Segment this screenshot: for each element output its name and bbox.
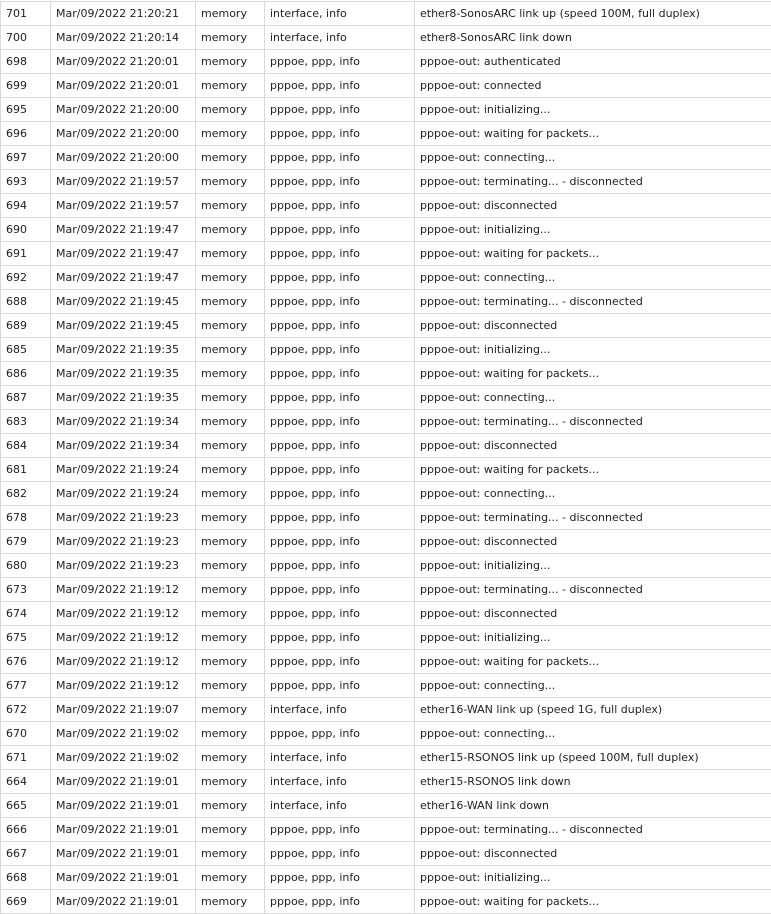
log-entry-time: Mar/09/2022 21:19:12 xyxy=(51,626,196,650)
log-entry-time: Mar/09/2022 21:19:35 xyxy=(51,338,196,362)
log-entry-message: pppoe-out: waiting for packets... xyxy=(415,242,771,266)
table-row[interactable] xyxy=(1,506,771,530)
log-entry-message: ether15-RSONOS link up (speed 100M, full duplex) xyxy=(415,746,771,770)
log-entry-buffer: memory xyxy=(196,74,265,98)
log-entry-message: pppoe-out: connected xyxy=(415,74,771,98)
log-entry-id: 697 xyxy=(1,146,51,170)
table-row[interactable] xyxy=(1,818,771,842)
table-row[interactable] xyxy=(1,458,771,482)
log-entry-time: Mar/09/2022 21:19:01 xyxy=(51,770,196,794)
log-table-body xyxy=(1,2,771,914)
log-entry-topics: pppoe, ppp, info xyxy=(265,74,415,98)
table-row[interactable] xyxy=(1,242,771,266)
log-entry-time: Mar/09/2022 21:19:02 xyxy=(51,722,196,746)
log-entry-topics: pppoe, ppp, info xyxy=(265,818,415,842)
log-entry-message: pppoe-out: connecting... xyxy=(415,674,771,698)
log-entry-topics: pppoe, ppp, info xyxy=(265,554,415,578)
log-entry-id: 694 xyxy=(1,194,51,218)
log-entry-message: ether16-WAN link up (speed 1G, full duplex) xyxy=(415,698,771,722)
log-entry-buffer: memory xyxy=(196,674,265,698)
log-entry-buffer: memory xyxy=(196,842,265,866)
table-row[interactable] xyxy=(1,578,771,602)
log-entry-buffer: memory xyxy=(196,2,265,26)
log-entry-time: Mar/09/2022 21:19:47 xyxy=(51,218,196,242)
log-entry-time: Mar/09/2022 21:19:47 xyxy=(51,266,196,290)
log-entry-message: pppoe-out: initializing... xyxy=(415,98,771,122)
log-entry-topics: pppoe, ppp, info xyxy=(265,506,415,530)
table-row[interactable] xyxy=(1,698,771,722)
table-row[interactable] xyxy=(1,530,771,554)
log-entry-id: 699 xyxy=(1,74,51,98)
log-entry-topics: pppoe, ppp, info xyxy=(265,194,415,218)
log-entry-message: pppoe-out: terminating... - disconnected xyxy=(415,506,771,530)
log-entry-topics: pppoe, ppp, info xyxy=(265,602,415,626)
log-entry-message: pppoe-out: initializing... xyxy=(415,218,771,242)
log-entry-buffer: memory xyxy=(196,722,265,746)
log-entry-time: Mar/09/2022 21:19:35 xyxy=(51,362,196,386)
log-entry-message: pppoe-out: waiting for packets... xyxy=(415,362,771,386)
log-entry-id: 678 xyxy=(1,506,51,530)
log-entry-time: Mar/09/2022 21:20:00 xyxy=(51,146,196,170)
log-entry-message: pppoe-out: connecting... xyxy=(415,266,771,290)
log-entry-id: 670 xyxy=(1,722,51,746)
log-entry-id: 692 xyxy=(1,266,51,290)
log-entry-buffer: memory xyxy=(196,386,265,410)
table-row[interactable] xyxy=(1,50,771,74)
log-entry-time: Mar/09/2022 21:19:12 xyxy=(51,578,196,602)
log-entry-time: Mar/09/2022 21:20:01 xyxy=(51,50,196,74)
log-entry-message: pppoe-out: disconnected xyxy=(415,530,771,554)
log-entry-topics: pppoe, ppp, info xyxy=(265,482,415,506)
log-entry-message: pppoe-out: terminating... - disconnected xyxy=(415,818,771,842)
log-entry-time: Mar/09/2022 21:19:24 xyxy=(51,458,196,482)
log-entry-topics: pppoe, ppp, info xyxy=(265,386,415,410)
table-row[interactable] xyxy=(1,26,771,50)
table-row[interactable] xyxy=(1,194,771,218)
table-row[interactable] xyxy=(1,434,771,458)
log-entry-topics: pppoe, ppp, info xyxy=(265,866,415,890)
log-entry-time: Mar/09/2022 21:20:00 xyxy=(51,98,196,122)
log-entry-time: Mar/09/2022 21:19:12 xyxy=(51,650,196,674)
log-entry-id: 696 xyxy=(1,122,51,146)
log-entry-topics: pppoe, ppp, info xyxy=(265,338,415,362)
log-entry-buffer: memory xyxy=(196,578,265,602)
log-entry-id: 686 xyxy=(1,362,51,386)
log-table xyxy=(0,1,771,914)
table-row[interactable] xyxy=(1,290,771,314)
log-entry-topics: pppoe, ppp, info xyxy=(265,434,415,458)
log-entry-id: 665 xyxy=(1,794,51,818)
log-entry-buffer: memory xyxy=(196,98,265,122)
log-entry-topics: pppoe, ppp, info xyxy=(265,530,415,554)
table-row[interactable] xyxy=(1,122,771,146)
log-entry-message: pppoe-out: initializing... xyxy=(415,866,771,890)
log-entry-topics: interface, info xyxy=(265,746,415,770)
log-entry-topics: pppoe, ppp, info xyxy=(265,50,415,74)
log-entry-topics: pppoe, ppp, info xyxy=(265,410,415,434)
log-entry-buffer: memory xyxy=(196,434,265,458)
table-row[interactable] xyxy=(1,482,771,506)
log-entry-id: 690 xyxy=(1,218,51,242)
table-row[interactable] xyxy=(1,338,771,362)
log-entry-topics: pppoe, ppp, info xyxy=(265,218,415,242)
log-entry-buffer: memory xyxy=(196,890,265,914)
log-entry-id: 673 xyxy=(1,578,51,602)
log-entry-buffer: memory xyxy=(196,146,265,170)
log-entry-id: 695 xyxy=(1,98,51,122)
log-entry-topics: pppoe, ppp, info xyxy=(265,674,415,698)
log-entry-time: Mar/09/2022 21:19:57 xyxy=(51,170,196,194)
log-entry-message: pppoe-out: waiting for packets... xyxy=(415,122,771,146)
log-entry-topics: pppoe, ppp, info xyxy=(265,314,415,338)
table-row[interactable] xyxy=(1,794,771,818)
log-entry-id: 687 xyxy=(1,386,51,410)
log-entry-id: 681 xyxy=(1,458,51,482)
table-row[interactable] xyxy=(1,386,771,410)
table-row[interactable] xyxy=(1,866,771,890)
table-row[interactable] xyxy=(1,722,771,746)
log-entry-id: 680 xyxy=(1,554,51,578)
log-entry-message: pppoe-out: initializing... xyxy=(415,626,771,650)
log-entry-buffer: memory xyxy=(196,122,265,146)
log-entry-topics: interface, info xyxy=(265,794,415,818)
table-row[interactable] xyxy=(1,554,771,578)
log-entry-time: Mar/09/2022 21:19:07 xyxy=(51,698,196,722)
log-entry-topics: pppoe, ppp, info xyxy=(265,362,415,386)
log-entry-buffer: memory xyxy=(196,26,265,50)
table-row[interactable] xyxy=(1,770,771,794)
log-entry-id: 693 xyxy=(1,170,51,194)
log-entry-buffer: memory xyxy=(196,170,265,194)
log-entry-topics: interface, info xyxy=(265,2,415,26)
log-entry-time: Mar/09/2022 21:20:14 xyxy=(51,26,196,50)
table-row[interactable] xyxy=(1,842,771,866)
log-entry-time: Mar/09/2022 21:20:21 xyxy=(51,2,196,26)
log-entry-message: pppoe-out: disconnected xyxy=(415,194,771,218)
log-entry-message: pppoe-out: connecting... xyxy=(415,146,771,170)
log-entry-time: Mar/09/2022 21:19:23 xyxy=(51,530,196,554)
log-entry-message: pppoe-out: disconnected xyxy=(415,602,771,626)
log-entry-message: pppoe-out: initializing... xyxy=(415,554,771,578)
log-entry-time: Mar/09/2022 21:19:23 xyxy=(51,506,196,530)
log-entry-buffer: memory xyxy=(196,290,265,314)
log-entry-buffer: memory xyxy=(196,602,265,626)
log-entry-id: 682 xyxy=(1,482,51,506)
table-row[interactable] xyxy=(1,170,771,194)
log-entry-buffer: memory xyxy=(196,746,265,770)
log-entry-id: 685 xyxy=(1,338,51,362)
log-entry-message: pppoe-out: terminating... - disconnected xyxy=(415,290,771,314)
log-entry-message: pppoe-out: terminating... - disconnected xyxy=(415,170,771,194)
log-entry-id: 676 xyxy=(1,650,51,674)
log-entry-message: pppoe-out: terminating... - disconnected xyxy=(415,578,771,602)
log-entry-id: 671 xyxy=(1,746,51,770)
log-entry-id: 677 xyxy=(1,674,51,698)
table-row[interactable] xyxy=(1,410,771,434)
log-entry-id: 667 xyxy=(1,842,51,866)
log-entry-message: pppoe-out: waiting for packets... xyxy=(415,890,771,914)
log-entry-topics: pppoe, ppp, info xyxy=(265,842,415,866)
log-entry-message: pppoe-out: authenticated xyxy=(415,50,771,74)
table-row[interactable] xyxy=(1,362,771,386)
log-entry-id: 689 xyxy=(1,314,51,338)
log-entry-buffer: memory xyxy=(196,698,265,722)
log-entry-buffer: memory xyxy=(196,50,265,74)
table-row[interactable] xyxy=(1,218,771,242)
table-row[interactable] xyxy=(1,2,771,26)
log-entry-message: pppoe-out: terminating... - disconnected xyxy=(415,410,771,434)
log-entry-id: 684 xyxy=(1,434,51,458)
log-entry-buffer: memory xyxy=(196,338,265,362)
table-row[interactable] xyxy=(1,98,771,122)
log-entry-time: Mar/09/2022 21:19:12 xyxy=(51,602,196,626)
log-entry-time: Mar/09/2022 21:19:45 xyxy=(51,290,196,314)
log-entry-message: pppoe-out: connecting... xyxy=(415,386,771,410)
log-entry-buffer: memory xyxy=(196,362,265,386)
log-entry-buffer: memory xyxy=(196,314,265,338)
log-entry-id: 691 xyxy=(1,242,51,266)
log-entry-time: Mar/09/2022 21:19:12 xyxy=(51,674,196,698)
table-row[interactable] xyxy=(1,626,771,650)
log-entry-buffer: memory xyxy=(196,482,265,506)
table-row[interactable] xyxy=(1,674,771,698)
log-entry-message: pppoe-out: disconnected xyxy=(415,842,771,866)
table-row[interactable] xyxy=(1,266,771,290)
log-entry-time: Mar/09/2022 21:19:35 xyxy=(51,386,196,410)
log-entry-topics: interface, info xyxy=(265,698,415,722)
table-row[interactable] xyxy=(1,890,771,914)
log-entry-buffer: memory xyxy=(196,410,265,434)
log-entry-topics: pppoe, ppp, info xyxy=(265,650,415,674)
log-entry-topics: interface, info xyxy=(265,26,415,50)
log-entry-id: 669 xyxy=(1,890,51,914)
log-entry-buffer: memory xyxy=(196,458,265,482)
log-entry-time: Mar/09/2022 21:20:01 xyxy=(51,74,196,98)
log-entry-time: Mar/09/2022 21:19:23 xyxy=(51,554,196,578)
log-entry-id: 679 xyxy=(1,530,51,554)
log-entry-message: pppoe-out: initializing... xyxy=(415,338,771,362)
table-row[interactable] xyxy=(1,314,771,338)
log-entry-message: ether16-WAN link down xyxy=(415,794,771,818)
log-entry-id: 666 xyxy=(1,818,51,842)
log-entry-message: ether15-RSONOS link down xyxy=(415,770,771,794)
log-entry-time: Mar/09/2022 21:19:57 xyxy=(51,194,196,218)
log-entry-time: Mar/09/2022 21:19:34 xyxy=(51,434,196,458)
log-entry-topics: pppoe, ppp, info xyxy=(265,626,415,650)
log-entry-buffer: memory xyxy=(196,266,265,290)
log-entry-message: pppoe-out: connecting... xyxy=(415,482,771,506)
table-row[interactable] xyxy=(1,746,771,770)
log-entry-buffer: memory xyxy=(196,194,265,218)
log-entry-message: pppoe-out: disconnected xyxy=(415,434,771,458)
log-entry-time: Mar/09/2022 21:19:34 xyxy=(51,410,196,434)
table-row[interactable] xyxy=(1,146,771,170)
log-entry-topics: pppoe, ppp, info xyxy=(265,122,415,146)
log-entry-buffer: memory xyxy=(196,650,265,674)
log-entry-topics: pppoe, ppp, info xyxy=(265,266,415,290)
log-entry-time: Mar/09/2022 21:19:01 xyxy=(51,890,196,914)
log-entry-id: 700 xyxy=(1,26,51,50)
log-entry-message: ether8-SonosARC link up (speed 100M, full duplex) xyxy=(415,2,771,26)
log-entry-topics: pppoe, ppp, info xyxy=(265,458,415,482)
log-entry-buffer: memory xyxy=(196,626,265,650)
log-entry-topics: pppoe, ppp, info xyxy=(265,722,415,746)
log-entry-time: Mar/09/2022 21:19:01 xyxy=(51,794,196,818)
log-entry-message: ether8-SonosARC link down xyxy=(415,26,771,50)
log-entry-id: 675 xyxy=(1,626,51,650)
log-entry-topics: pppoe, ppp, info xyxy=(265,578,415,602)
log-entry-buffer: memory xyxy=(196,554,265,578)
table-row[interactable] xyxy=(1,650,771,674)
log-entry-message: pppoe-out: disconnected xyxy=(415,314,771,338)
log-entry-buffer: memory xyxy=(196,818,265,842)
log-entry-id: 672 xyxy=(1,698,51,722)
log-entry-topics: pppoe, ppp, info xyxy=(265,98,415,122)
log-entry-buffer: memory xyxy=(196,866,265,890)
log-entry-buffer: memory xyxy=(196,242,265,266)
log-entry-id: 664 xyxy=(1,770,51,794)
log-entry-topics: pppoe, ppp, info xyxy=(265,242,415,266)
log-entry-topics: interface, info xyxy=(265,770,415,794)
log-entry-id: 683 xyxy=(1,410,51,434)
log-entry-time: Mar/09/2022 21:19:47 xyxy=(51,242,196,266)
log-entry-id: 701 xyxy=(1,2,51,26)
table-row[interactable] xyxy=(1,74,771,98)
log-entry-message: pppoe-out: connecting... xyxy=(415,722,771,746)
log-entry-time: Mar/09/2022 21:19:02 xyxy=(51,746,196,770)
log-entry-time: Mar/09/2022 21:20:00 xyxy=(51,122,196,146)
log-entry-message: pppoe-out: waiting for packets... xyxy=(415,650,771,674)
log-entry-buffer: memory xyxy=(196,506,265,530)
log-entry-message: pppoe-out: waiting for packets... xyxy=(415,458,771,482)
log-entry-id: 668 xyxy=(1,866,51,890)
log-entry-topics: pppoe, ppp, info xyxy=(265,170,415,194)
log-entry-topics: pppoe, ppp, info xyxy=(265,290,415,314)
log-entry-id: 688 xyxy=(1,290,51,314)
log-entry-time: Mar/09/2022 21:19:24 xyxy=(51,482,196,506)
log-entry-time: Mar/09/2022 21:19:01 xyxy=(51,818,196,842)
log-entry-buffer: memory xyxy=(196,794,265,818)
log-entry-id: 674 xyxy=(1,602,51,626)
log-entry-buffer: memory xyxy=(196,218,265,242)
log-entry-topics: pppoe, ppp, info xyxy=(265,146,415,170)
log-entry-buffer: memory xyxy=(196,530,265,554)
log-entry-id: 698 xyxy=(1,50,51,74)
log-entry-topics: pppoe, ppp, info xyxy=(265,890,415,914)
log-entry-time: Mar/09/2022 21:19:01 xyxy=(51,866,196,890)
table-row[interactable] xyxy=(1,602,771,626)
log-entry-time: Mar/09/2022 21:19:01 xyxy=(51,842,196,866)
log-entry-buffer: memory xyxy=(196,770,265,794)
log-entry-time: Mar/09/2022 21:19:45 xyxy=(51,314,196,338)
